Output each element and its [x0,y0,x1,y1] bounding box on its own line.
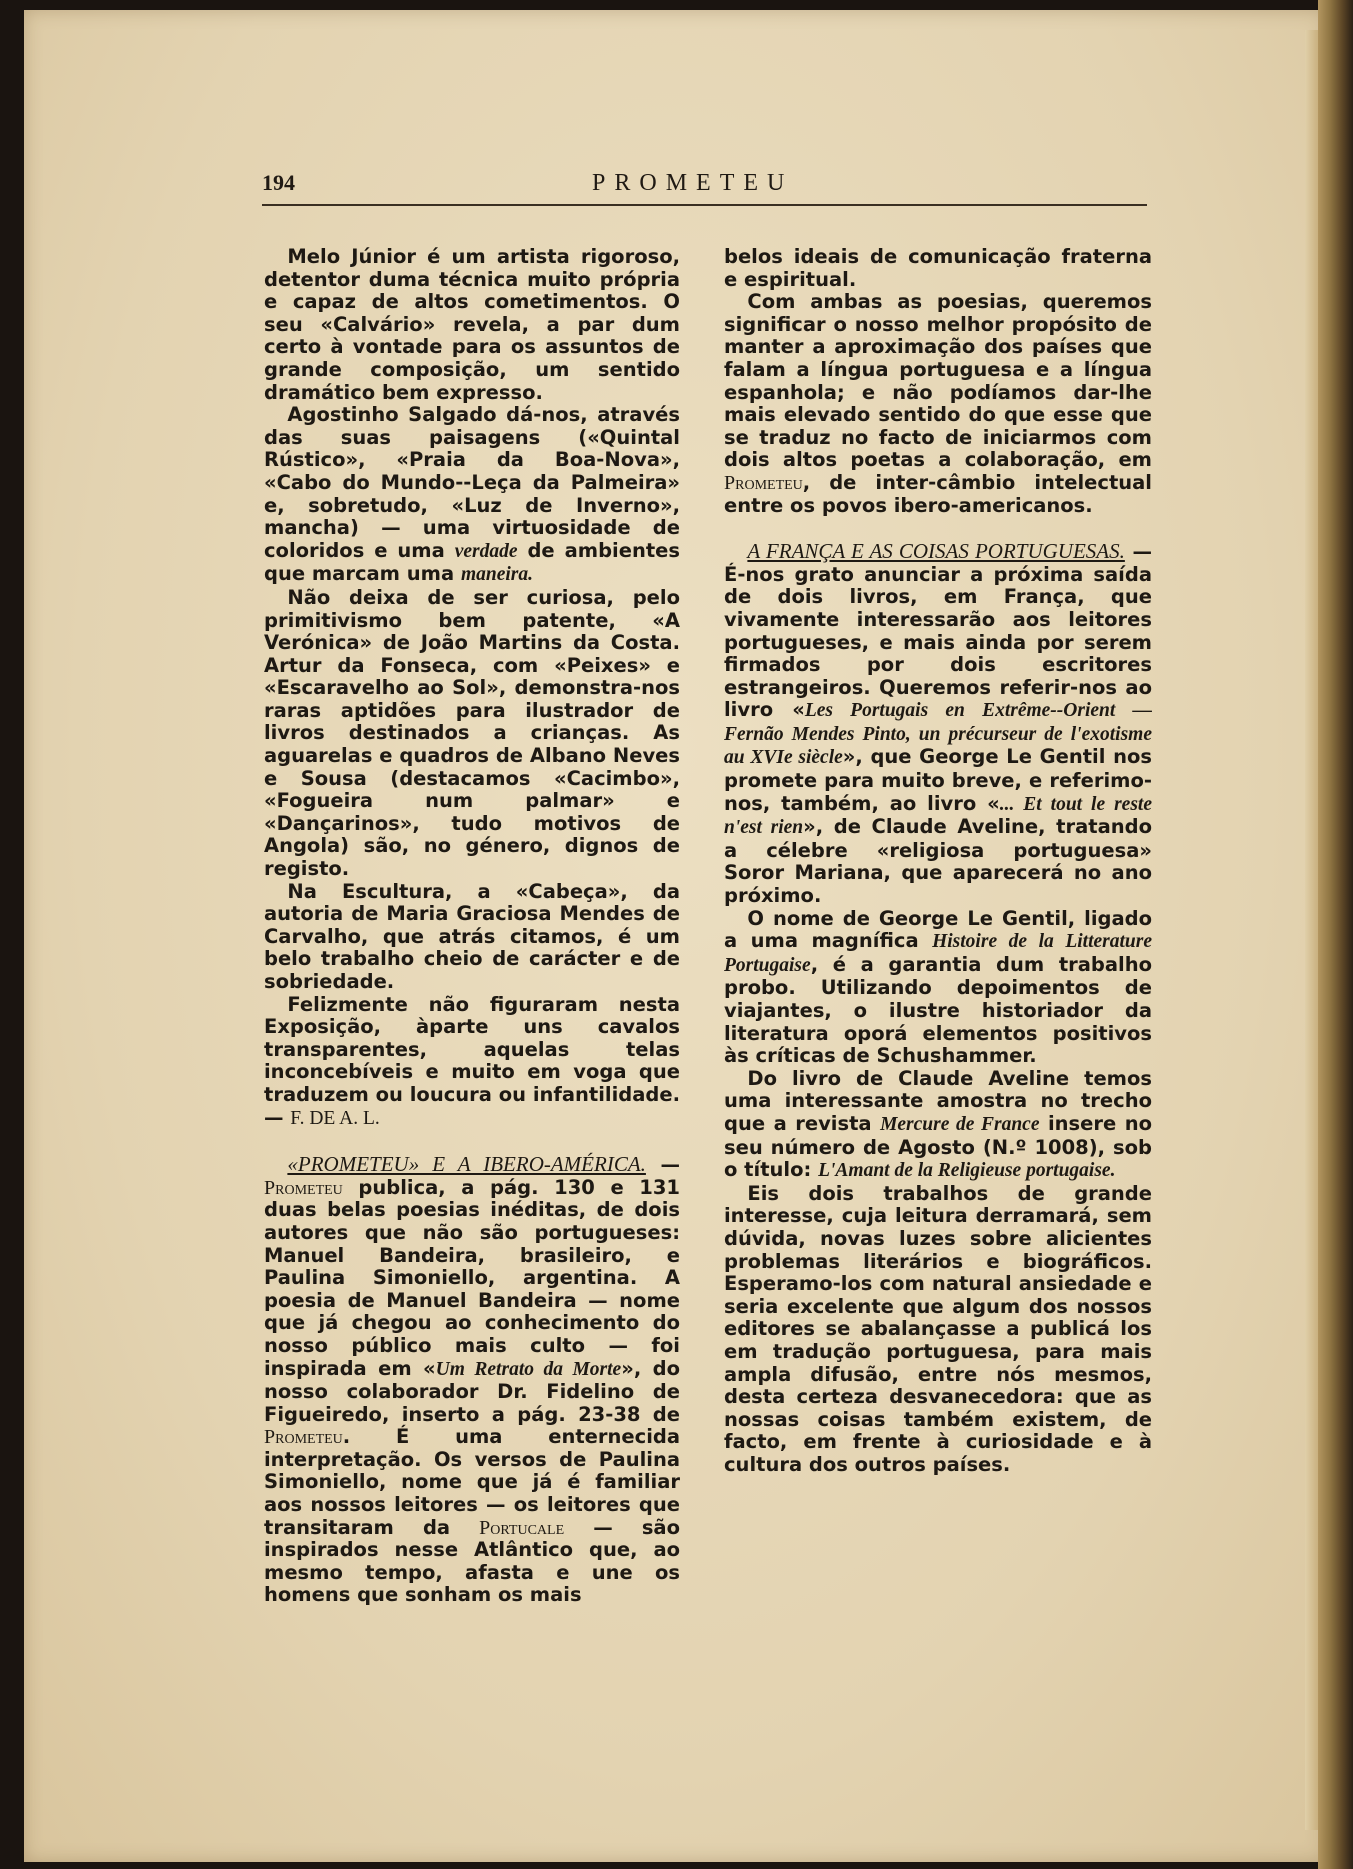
section-title: «PROMETEU» E A IBERO-AMÉRICA. [287,1152,646,1177]
section-prometeu-ibero-america [264,1153,680,1607]
paragraph-melo-junior: Melo Júnior é um artista rigoroso, detentor duma técnica muito própria e capaz de altos cometimentos. O seu «Calvário» revela, a par dum certo à vontade para os assuntos de grande composição, um sentido dramático bem expresso. [264,245,680,404]
header-rule [262,204,1147,206]
running-title: PROMETEU [592,170,794,196]
page-number: 194 [262,170,295,195]
text-run: — É-nos grato anunciar a próxima saída de dois livros, em França, que vivamente interessarão aos leitores portugueses, e mais ainda por serem firmados por dois escritores estrangeiros. Queremos referir-nos ao livro « [724,540,1152,722]
journal-name: Prometeu [724,471,803,494]
text-run: de ambientes que marcam uma [264,538,680,586]
emphasis: maneira. [460,564,533,586]
paragraph-agostinho-salgado [264,404,680,587]
right-column [724,246,1152,1476]
text-run: . É uma enternecida interpretação. Os versos de Paulina Simoniello, nome que já é familiar aos nossos leitores — os leitores que transitaram da [264,1425,680,1539]
paragraph-continuation: belos ideais de comunicação fraterna e espiritual. [724,245,1152,291]
text-run: Agostinho Salgado dá-nos, através das suas paisagens («Quintal Rústico», «Praia da Boa-Nova», «Cabo do Mundo--Leça da Palmeira» e, sobretudo, «Luz de Inverno», mancha) — uma virtuosidade de coloridos e uma [264,403,680,562]
book-title: Les Portugais en Extrême--Orient — Fernão Mendes Pinto, un précurseur de l'exotisme au XVIe siècle [724,700,1152,769]
text-run: O nome de George Le Gentil, ligado a uma magnífica [724,906,1152,953]
journal-name: Prometeu [264,1426,343,1449]
emphasis: Um Retrato da Morte [435,1358,622,1380]
author-signature: F. DE A. L. [290,1107,380,1129]
journal-name: Portucale [479,1516,565,1539]
paragraph-final: Eis dois trabalhos de grande interesse, cuja leitura derramará, sem dúvida, novas luzes sobre alicientes problemas literários e biográficos. Esperamo-los com natural ansiedade e seria excelente que algum dos nossos editores se abalançasse a publicá los em tradução portuguesa, para mais ampla difusão, entre nós mesmos, desta certeza desvanecedora: que as nossas coisas também existem, de facto, em frente à curiosidade e à cultura dos outros países. [724,1181,1152,1476]
book-title: ... Et tout le reste n'est rien [724,793,1152,839]
text-run: publica, a pág. 130 e 131 duas belas poesias inéditas, de dois autores que não são portugueses: Manuel Bandeira, brasileiro, e Paulina Simoniello, argentina. A poesia de Manuel Bandeira — nome que já chegou ao conhecimento do nosso público mais culto — foi inspirada em « [264,1175,680,1380]
text-run: », que George Le Gentil nos promete para muito breve, e referimo-nos, também, ao livro « [724,745,1152,815]
text-run: », do nosso colaborador Dr. Fidelino de Figueiredo, inserto a pág. 23-38 de [264,1356,680,1426]
section-gap [264,1130,680,1153]
book-title: L'Amant de la Religieuse portugaise. [818,1160,1116,1182]
left-column [264,246,680,1607]
book-title: Histoire de la Litterature Portugaise [724,931,1152,976]
text-run: Do livro de Claude Aveline temos uma interessante amostra no trecho que a revista [724,1066,1152,1135]
book-spine [1318,0,1353,1869]
text-run: Felizmente não figuraram nesta Exposição, àparte uns cavalos transparentes, aquelas telas inconcebíveis e muito em voga que traduzem ou loucura ou infantilidade. — [264,992,680,1129]
section-title: A FRANÇA E AS COISAS PORTUGUESAS. [747,539,1125,564]
paragraph-ambas-poesias [724,291,1152,517]
journal-name: Mercure de France [880,1113,1040,1135]
section-franca-coisas-portuguesas [724,540,1152,908]
page-edge [1305,30,1319,1830]
text-run: — [645,1153,680,1177]
emphasis: verdade [454,540,518,562]
journal-name: Prometeu [264,1176,343,1199]
text-run: , é a garantia dum trabalho probo. Utilizando depoimentos de viajantes, o ilustre historiador da literatura oporá elementos positivos às críticas de Schushammer. [724,952,1152,1068]
text-run: , de inter-câmbio intelectual entre os povos ibero-americanos. [724,470,1152,517]
paragraph-aveline [724,1068,1152,1183]
section-gap [724,517,1152,540]
paragraph-felizmente [264,994,680,1131]
text-run: — são inspirados nesse Atlântico que, ao mesmo tempo, afasta e une os homens que sonham os mais [264,1515,680,1607]
paragraph-escultura: Na Escultura, a «Cabeça», da autoria de Maria Graciosa Mendes de Carvalho, que atrás citamos, é um belo trabalho cheio de carácter e de sobriedade. [264,879,680,993]
paragraph-le-gentil [724,908,1152,1068]
text-run: insere no seu número de Agosto (N.º 1008), sob o título: [724,1111,1152,1182]
text-run: », de Claude Aveline, tratando a célebre «religiosa portuguesa» Soror Mariana, que aparecerá no ano próximo. [724,815,1152,908]
paragraph-veronica: Não deixa de ser curiosa, pelo primitivismo bem patente, «A Verónica» de João Martins da Costa. Artur da Fonseca, com «Peixes» e «Escaravelho ao Sol», demonstra-nos raras aptidões para ilustrador de livros destinados a crianças. As aguarelas e quadros de Albano Neves e Sousa (destacamos «Cacimbo», «Fogueira num palmar» e «Dançarinos», tudo motivos de Angola) são, no género, dignos de registo. [264,585,680,881]
text-run: Com ambas as poesias, queremos significar o nosso melhor propósito de manter a aproximação dos países que falam a língua portuguesa e a língua espanhola; e não podíamos dar-lhe mais elevado sentido do que esse que se traduz no facto de iniciarmos com dois altos poetas a colaboração, em [724,290,1152,472]
